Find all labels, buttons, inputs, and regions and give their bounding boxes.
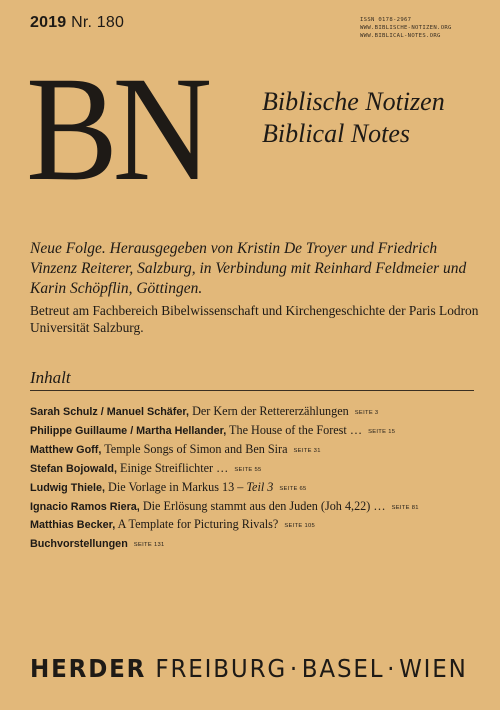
toc-author: Sarah Schulz / Manuel Schäfer, [30,406,190,418]
publisher-line [30,654,468,683]
journal-title [262,86,445,150]
editors-statement: Neue Folge. Herausgegeben von Kristin De Troyer und Friedrich Vinzenz Reiterer, Salzburg, in Verbindung mit Reinhard Feldmeier und Karin Schöpflin, Göttingen. [30,240,467,297]
city-basel: BASEL [301,654,385,683]
title-english: Biblical Notes [262,119,411,148]
issue-year: 2019 [30,14,67,31]
title-german: Biblische Notizen [262,87,445,116]
toc-author: Stefan Bojowald, [30,462,117,475]
contents-divider [30,390,474,391]
toc-page-number: SEITE 15 [368,428,396,435]
toc-page-number: SEITE 65 [279,485,307,492]
toc-author: Ignacio Ramos Riera, [30,500,140,513]
toc-entry [30,403,480,422]
toc-title: Die Vorlage in Markus 13 – [104,479,247,494]
contents-heading: Inhalt [30,368,71,387]
toc-page-number: SEITE 31 [293,447,321,454]
toc-author: Matthew Goff, [30,443,102,456]
toc-part: Teil 3 [246,479,274,494]
issue-number: Nr. 180 [71,14,125,31]
city-freiburg: FREIBURG [155,654,288,683]
toc-author: Ludwig Thiele, [30,481,105,494]
issn-block [360,16,452,40]
journal-logo: BN [26,46,207,212]
toc-page-number: SEITE 55 [234,466,262,473]
url-english: WWW.BIBLICAL-NOTES.ORG [360,33,441,39]
separator-dot: · [289,654,299,683]
toc-title: A Template for Picturing Rivals? [115,517,279,532]
city-wien: WIEN [399,654,468,683]
toc-title: Einige Streiflichter … [116,460,229,475]
toc-entry [30,498,480,517]
toc-title: Der Kern der Rettererzählungen [189,404,349,418]
toc-page-number: SEITE 131 [133,542,165,549]
separator-dot: · [387,654,397,683]
toc-page-number: SEITE 81 [391,504,419,511]
toc-title: Temple Songs of Simon and Ben Sira [101,441,288,456]
toc-entry [30,535,480,554]
toc-page-number: SEITE 3 [354,410,379,416]
issn: ISSN 0178-2967 [360,17,412,23]
toc-entry [30,422,480,441]
table-of-contents [30,403,480,554]
toc-entry [30,516,480,535]
publisher-name: HERDER [30,654,147,683]
toc-author: Buchvorstellungen [30,538,128,551]
toc-entry [30,441,480,460]
toc-entry [30,460,480,479]
issue-line [30,14,124,32]
toc-author: Philippe Guillaume / Martha Hellander, [30,424,227,437]
toc-title: Die Erlösung stammt aus den Juden (Joh 4,22) … [139,498,386,513]
toc-entry [30,479,480,498]
toc-author: Matthias Becker, [30,519,116,532]
toc-page-number: SEITE 105 [284,523,316,530]
affiliation-statement: Betreut am Fachbereich Bibelwissenschaft und Kirchengeschichte der Paris Lodron Universität Salzburg. [30,303,479,335]
url-german: WWW.BIBLISCHE-NOTIZEN.ORG [360,25,452,31]
toc-title: The House of the Forest … [226,422,363,437]
